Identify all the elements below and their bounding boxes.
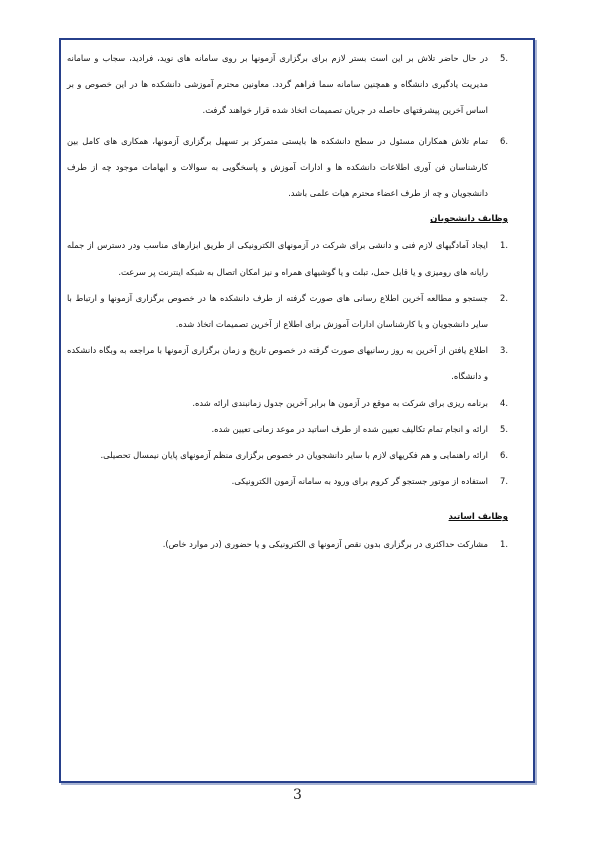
list-item-text: جستجو و مطالعه آخرین اطلاع رسانی های صورت گرفته از طرف دانشکده ها در خصوص برگزاری آزمونها و ارتباط با سایر دانشجویان و یا کارشناسان ادارات آموزش برای اطلاع از آخرین تصمیمات اتخاذ شده. xyxy=(67,292,488,330)
list-item-text: استفاده از موتور جستجو گر کروم برای ورود به سامانه آزمون الکترونیکی. xyxy=(231,476,488,487)
list-item-text: اطلاع یافتن از آخرین به روز رسانیهای صورت گرفته در خصوص تاریخ و زمان برگزاری آزمونها با مراجعه به وبگاه دانشکده و دانشگاه. xyxy=(67,345,488,382)
list-number: 6. xyxy=(500,450,508,461)
list-item-text: برنامه ریزی برای شرکت به موقع در آزمون ها برابر آخرین جدول زمانبندی ارائه شده. xyxy=(192,397,488,408)
list-number: 5. xyxy=(500,423,508,434)
section-heading-professors: وظایف اساتید xyxy=(448,512,508,523)
list-number: 2. xyxy=(500,292,508,303)
list-item-text: ارائه راهنمایی و هم فکریهای لازم با سایر دانشجویان در خصوص برگزاری منظم آزمونهای پایان نیمسال تحصیلی. xyxy=(100,450,488,461)
list-item-text: در حال حاضر تلاش بر این است بستر لازم برای برگزاری آزمونها بر روی سامانه های نوید، فرادید، سجاب و سامانه مدیریت یادگیری دانشگاه و همچنین سامانه سما فراهم گردد. معاونین محترم آموزشی دانشکده ها در این خصوص و بر اساس آخرین پیشرفتهای حاصله در جریان تصمیمات اتخاذ شده قرار خواهند گرفت. xyxy=(67,53,488,116)
list-item-text: تمام تلاش همکاران مسئول در سطح دانشکده ها بایستی متمرکز بر تسهیل برگزاری آزمونها، همکاری های کامل بین کارشناسان فن آوری اطلاعات دانشکده ها و ادارات آموزش و پاسخگویی به سوالات و ابهامات موجود چه از طرف دانشجویان و چه از طرف اعضاء محترم هیات علمی باشد. xyxy=(67,135,488,199)
list-item xyxy=(67,128,514,207)
list-number: 5. xyxy=(500,53,508,63)
list-item-text: ارائه و انجام تمام تکالیف تعیین شده از طرف اساتید در موعد زمانی تعیین شده. xyxy=(211,423,488,434)
list-item xyxy=(67,416,514,442)
page-number: 3 xyxy=(293,787,302,803)
list-item-text: مشارکت حداکثری در برگزاری بدون نقص آزمونها ی الکترونیکی و یا حضوری (در موارد خاص). xyxy=(162,538,488,549)
document-body xyxy=(67,45,514,557)
list-item xyxy=(67,442,514,468)
list-number: 7. xyxy=(500,476,508,487)
list-item xyxy=(67,468,514,494)
list-number: 6. xyxy=(500,135,508,146)
list-number: 1. xyxy=(500,538,508,549)
list-number: 3. xyxy=(500,345,508,356)
list-item xyxy=(67,390,514,416)
section-heading-students: وظایف دانشجویان xyxy=(430,214,508,225)
list-item xyxy=(67,45,514,124)
list-item xyxy=(67,232,514,284)
list-number: 1. xyxy=(500,240,508,251)
list-item xyxy=(67,531,514,557)
list-item xyxy=(67,337,514,389)
list-item xyxy=(67,285,514,337)
list-item-text: ایجاد آمادگیهای لازم فنی و دانشی برای شرکت در آزمونهای الکترونیکی از طریق ابزارهای مناسب ودر دسترس از جمله رایانه های رومیزی و یا قابل حمل، تبلت و یا گوشیهای همراه و نیز امکان اتصال به شبکه اینترنت پر سرعت. xyxy=(67,240,488,277)
list-number: 4. xyxy=(500,397,508,408)
section-spacer xyxy=(67,494,514,504)
